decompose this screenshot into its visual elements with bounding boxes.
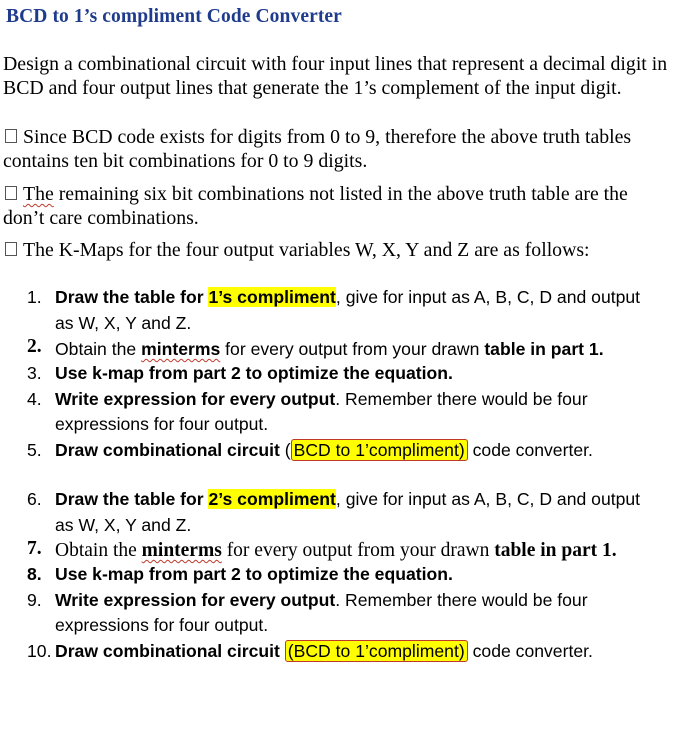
highlight: (BCD to 1’compliment): [285, 640, 468, 662]
list-item: 7. Obtain the minterms for every output from your drawn table in part 1.: [27, 538, 617, 561]
bullet-text: remaining six bit combinations not listed in the above truth table are the don’t care combinations.: [3, 183, 628, 229]
list-item: 1. Draw the table for 1’s compliment, give for input as A, B, C, D and output as W, X, Y and Z.: [27, 287, 641, 333]
highlight: 2’s compliment: [208, 489, 336, 509]
spacer: [0, 463, 677, 487]
checkbox-icon: [5, 129, 17, 143]
highlight: BCD to 1’compliment): [291, 439, 468, 461]
item-number: 5.: [27, 439, 42, 460]
item-number: 10.: [27, 640, 52, 661]
item-number: 9.: [27, 589, 42, 610]
list-item: 10. Draw combinational circuit (BCD to 1’compliment) code converter.: [0, 639, 677, 665]
bullet-text: Since BCD code exists for digits from 0 to 9, therefore the above truth tables contains ten bit combinations for 0 to 9 digits.: [3, 126, 632, 172]
list-item: 2. Obtain the minterms for every output from your drawn table in part 1.: [27, 336, 604, 359]
bullet-text: The K-Maps for the four output variables W, X, Y and Z are as follows:: [23, 239, 590, 261]
item-number: 6.: [27, 489, 42, 509]
bullet-item: [3, 238, 671, 262]
intro-paragraph: Design a combinational circuit with four input lines that represent a decimal digit in BCD and four output lines that generate the 1’s complement of the input digit.: [3, 53, 668, 99]
spellcheck-word: The: [23, 183, 54, 205]
spellcheck-word: minterms: [141, 540, 222, 561]
item-number: 3.: [27, 363, 42, 383]
page-title: BCD to 1’s compliment Code Converter: [6, 6, 342, 27]
bullet-item: [3, 182, 671, 230]
item-number: 8.: [27, 564, 42, 584]
checkbox-icon: [5, 242, 17, 256]
checkbox-icon: [5, 186, 17, 200]
list-item: 9. Write expression for every output. Remember there would be four expressions for four output.: [27, 589, 588, 635]
list-item: 3. Use k-map from part 2 to optimize the equation.: [0, 361, 677, 387]
highlight: 1’s compliment: [208, 287, 336, 307]
spellcheck-word: minterms: [141, 339, 221, 359]
list-item: 4. Write expression for every output. Remember there would be four expressions for four output.: [27, 388, 588, 434]
item-number: 4.: [27, 388, 42, 409]
list-item: 8. Use k-map from part 2 to optimize the equation.: [0, 562, 677, 588]
list-item: 5. Draw combinational circuit ( BCD to 1’compliment) code converter.: [0, 438, 677, 464]
task-list: [0, 285, 677, 664]
bullet-item: [3, 125, 671, 173]
item-number: 1.: [27, 287, 42, 307]
list-item: 6. Draw the table for 2’s compliment, give for input as A, B, C, D and output as W, X, Y and Z.: [27, 489, 641, 535]
item-number: 2.: [27, 336, 42, 357]
item-number: 7.: [27, 538, 42, 559]
